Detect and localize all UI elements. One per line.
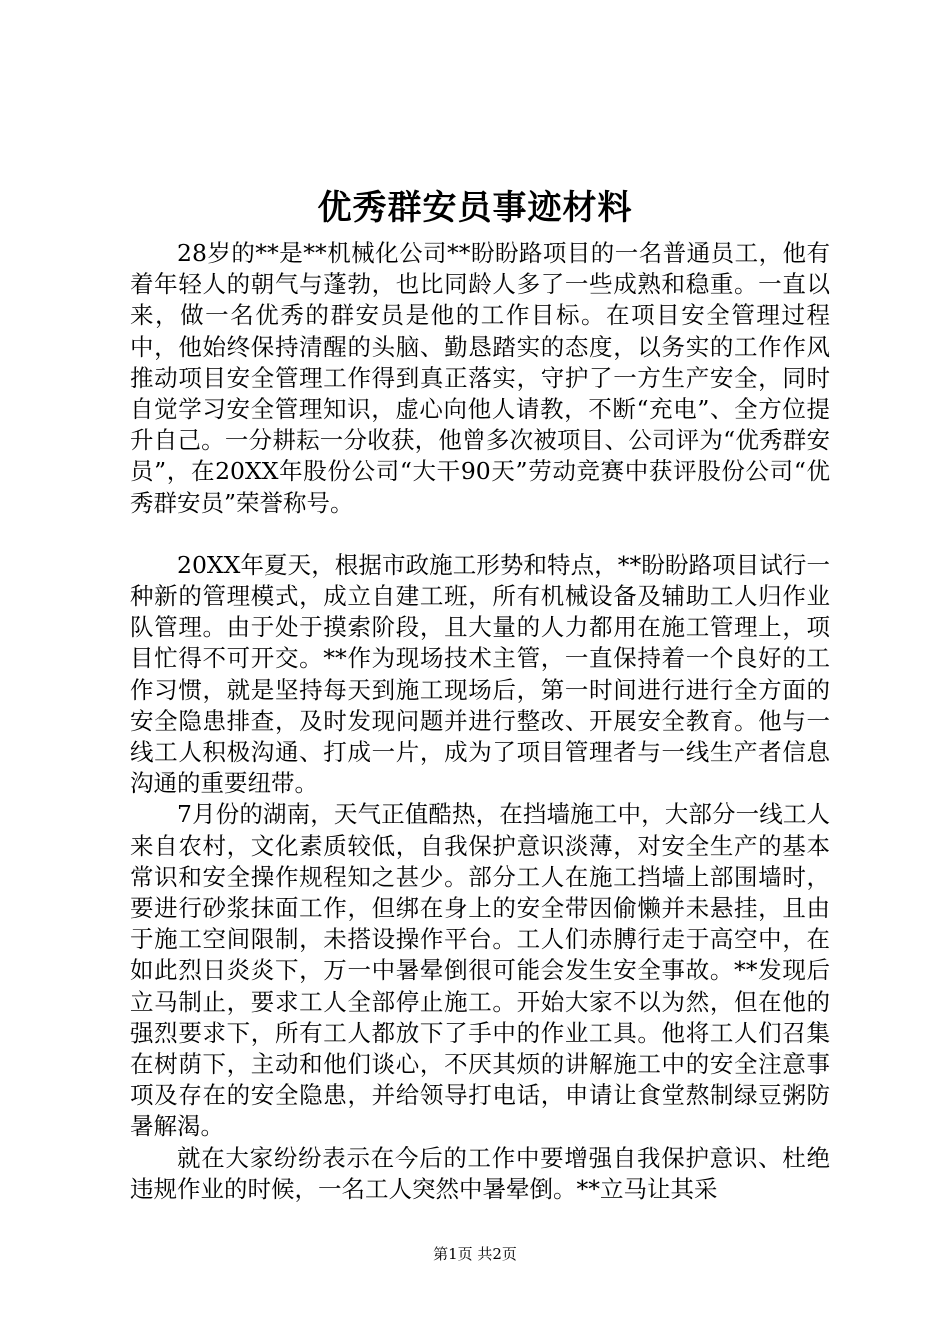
paragraph-july: 7月份的湖南，天气正值酷热，在挡墙施工中，大部分一线工人来自农村，文化素质较低，自我保护意识淡薄，对安全生产的基本常识和安全操作规程知之甚少。部分工人在施工挡墙上部围墙时，要进行砂浆抹面工作，但绑在身上的安全带因偷懒并未悬挂，且由于施工空间限制，未搭设操作平台。工人们赤膊行走于高空中，在如此烈日炎炎下，万一中暑晕倒很可能会发生安全事故。**发现后立马制止，要求工人全部停止施工。开始大家不以为然，但在他的强烈要求下，所有工人都放下了手中的作业工具。他将工人们召集在树荫下，主动和他们谈心，不厌其烦的讲解施工中的安全注意事项及存在的安全隐患，并给领导打电话，申请让食堂熬制绿豆粥防暑解渴。 <box>130 800 830 1141</box>
paragraph-spacer <box>130 519 830 550</box>
document-body <box>130 238 830 1205</box>
page-footer: 第1页 共2页 <box>433 1245 517 1263</box>
paragraph-intro: 28岁的**是**机械化公司**盼盼路项目的一名普通员工，他有着年轻人的朝气与蓬勃，也比同龄人多了一些成熟和稳重。一直以来，做一名优秀的群安员是他的工作目标。在项目安全管理过程中，他始终保持清醒的头脑、勤恳踏实的态度，以务实的工作作风推动项目安全管理工作得到真正落实，守护了一方生产安全，同时自觉学习安全管理知识，虚心向他人请教，不断“充电”、全方位提升自己。一分耕耘一分收获，他曾多次被项目、公司评为“优秀群安员”，在20XX年股份公司“大干90天”劳动竞赛中获评股份公司“优秀群安员”荣誉称号。 <box>130 239 830 517</box>
paragraph-heatstroke: 就在大家纷纷表示在今后的工作中要增强自我保护意识、杜绝违规作业的时候，一名工人突然中暑晕倒。**立马让其采 <box>130 1143 830 1203</box>
paragraph-management: 20XX年夏天，根据市政施工形势和特点，**盼盼路项目试行一种新的管理模式，成立自建工班，所有机械设备及辅助工人归作业队管理。由于处于摸索阶段，且大量的人力都用在施工管理上，项目忙得不可开交。**作为现场技术主管，一直保持着一个良好的工作习惯，就是坚持每天到施工现场后，第一时间进行进行全方面的安全隐患排查，及时发现问题并进行整改、开展安全教育。他与一线工人积极沟通、打成一片，成为了项目管理者与一线生产者信息沟通的重要纽带。 <box>130 550 830 798</box>
document-title: 优秀群安员事迹材料 <box>317 188 633 228</box>
